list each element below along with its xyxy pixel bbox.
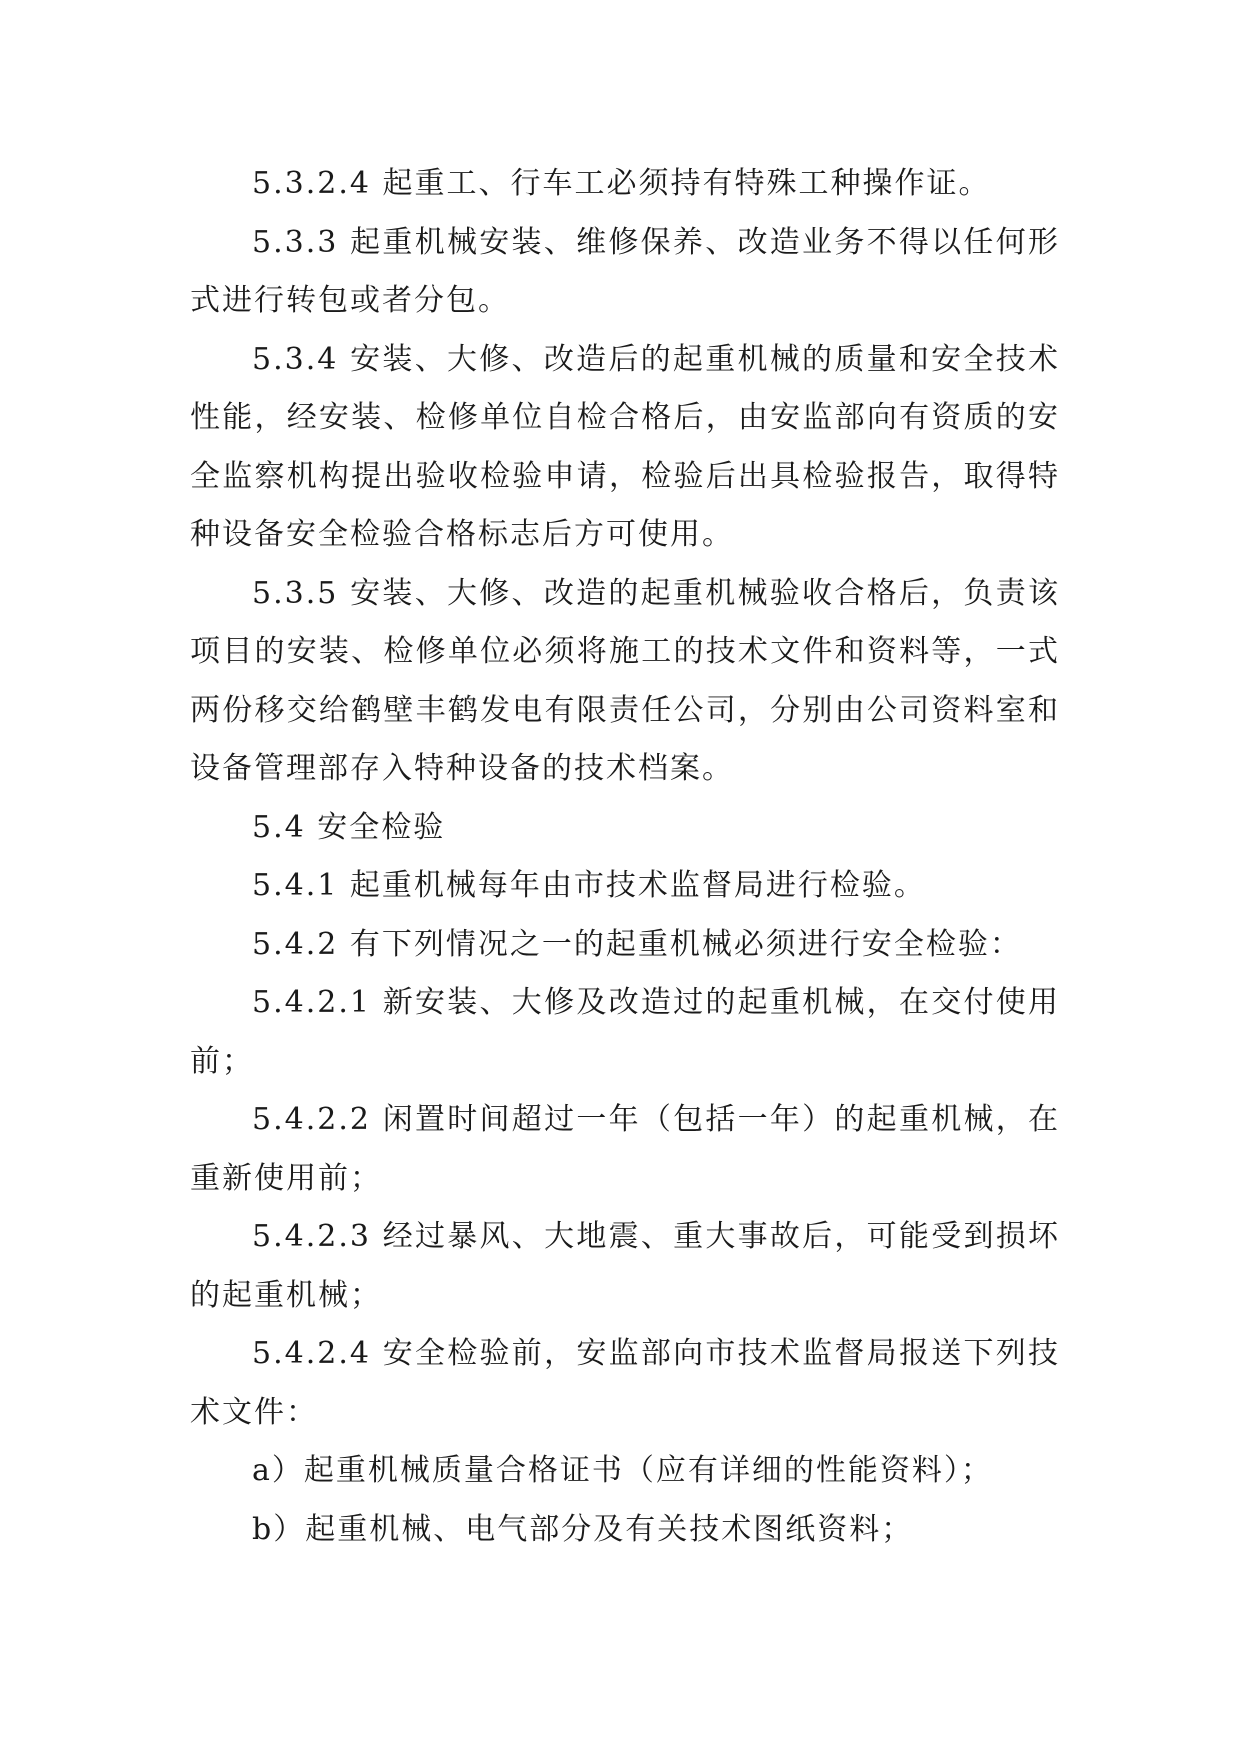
document-body <box>190 155 1060 1559</box>
paragraph-5-4-2-1: 5.4.2.1 新安装、大修及改造过的起重机械，在交付使用前； <box>190 985 1060 1079</box>
paragraph-5-3-5: 5.3.5 安装、大修、改造的起重机械验收合格后，负责该项目的安装、检修单位必须将施工的技术文件和资料等，一式两份移交给鹤壁丰鹤发电有限责任公司，分别由公司资料室和设备管理部存入特种设备的技术档案。 <box>190 575 1060 786</box>
paragraph-5-3-3: 5.3.3 起重机械安装、维修保养、改造业务不得以任何形式进行转包或者分包。 <box>190 224 1060 318</box>
section-heading-5-4: 5.4 安全检验 <box>252 809 446 845</box>
paragraph-5-4-2: 5.4.2 有下列情况之一的起重机械必须进行安全检验： <box>252 926 1022 962</box>
paragraph-5-4-2-3: 5.4.2.3 经过暴风、大地震、重大事故后，可能受到损坏的起重机械； <box>190 1219 1060 1313</box>
paragraph-5-4-2-4: 5.4.2.4 安全检验前，安监部向市技术监督局报送下列技术文件： <box>190 1336 1060 1430</box>
paragraph-5-4-2-2: 5.4.2.2 闲置时间超过一年（包括一年）的起重机械，在重新使用前； <box>190 1102 1060 1196</box>
paragraph-5-3-4: 5.3.4 安装、大修、改造后的起重机械的质量和安全技术性能，经安装、检修单位自检合格后，由安监部向有资质的安全监察机构提出验收检验申请，检验后出具检验报告，取得特种设备安全检验合格标志后方可使用。 <box>190 341 1060 552</box>
paragraph-5-4-1: 5.4.1 起重机械每年由市技术监督局进行检验。 <box>252 868 926 903</box>
paragraph-5-3-2-4: 5.3.2.4 起重工、行车工必须持有特殊工种操作证。 <box>252 166 991 201</box>
list-item-b: b）起重机械、电气部分及有关技术图纸资料； <box>252 1511 914 1547</box>
list-item-a: a）起重机械质量合格证书（应有详细的性能资料）； <box>252 1453 993 1488</box>
